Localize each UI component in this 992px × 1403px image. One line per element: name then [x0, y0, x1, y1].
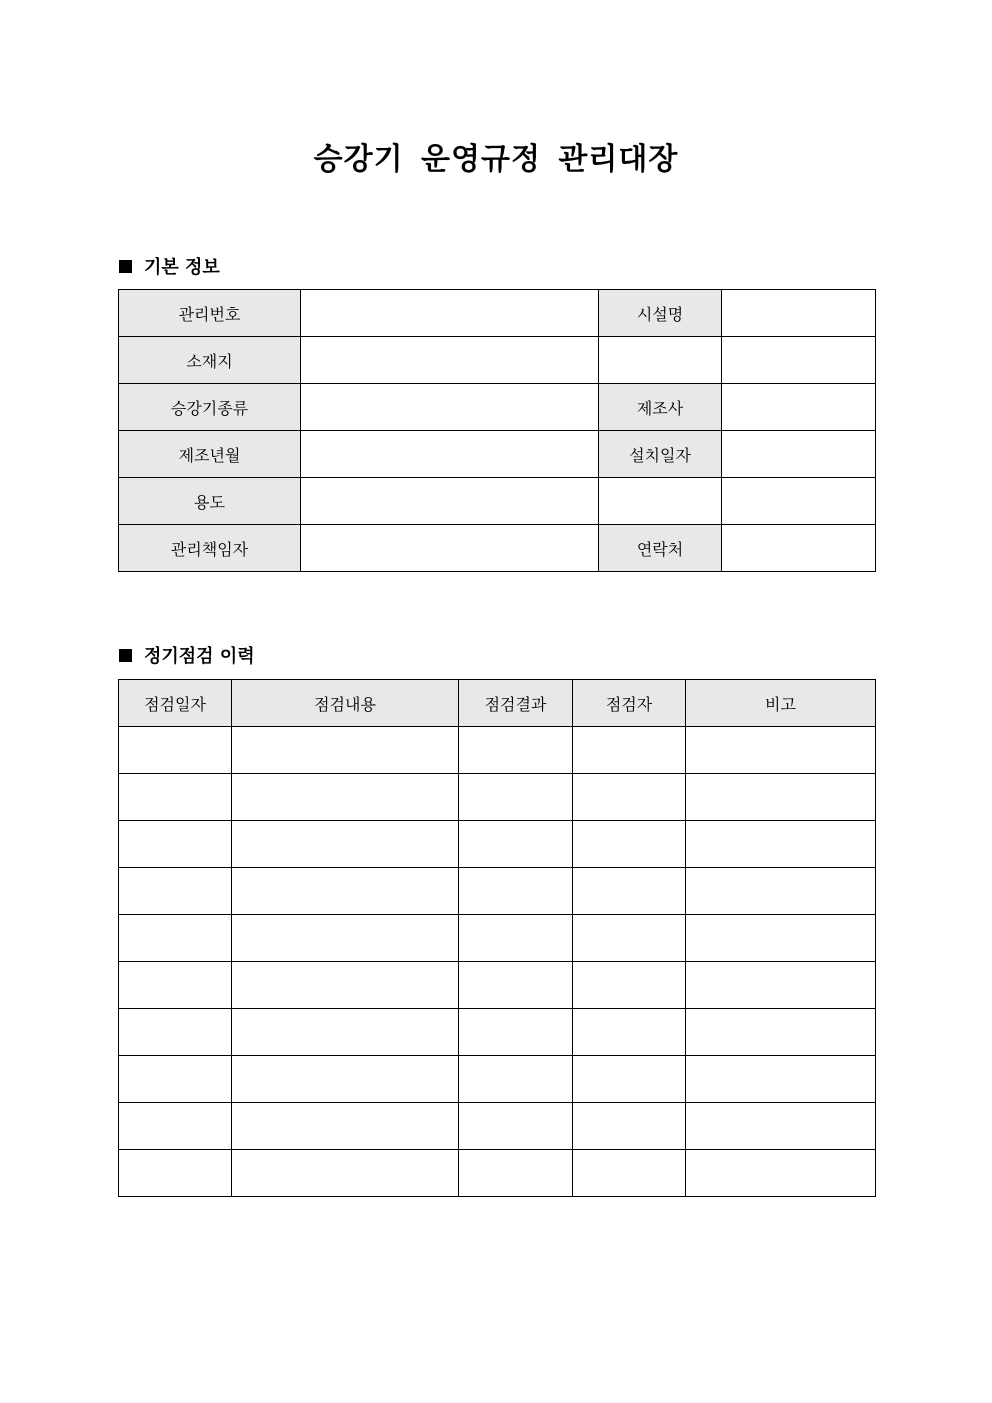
label-cell: 시설명 [599, 290, 722, 337]
entry-cell[interactable] [686, 915, 876, 962]
entry-cell[interactable] [232, 1056, 459, 1103]
table-row [119, 1056, 876, 1103]
table-row [119, 962, 876, 1009]
entry-cell[interactable] [119, 727, 232, 774]
value-cell[interactable] [722, 337, 876, 384]
column-header: 점검내용 [232, 680, 459, 727]
entry-cell[interactable] [459, 1103, 573, 1150]
basic-info-heading: 기본 정보 [144, 257, 220, 278]
table-row [119, 290, 876, 337]
entry-cell[interactable] [232, 1103, 459, 1150]
entry-cell[interactable] [232, 915, 459, 962]
entry-cell[interactable] [459, 868, 573, 915]
entry-cell[interactable] [232, 1009, 459, 1056]
value-cell[interactable] [301, 525, 599, 572]
table-row [119, 821, 876, 868]
label-cell: 제조년월 [119, 431, 301, 478]
entry-cell[interactable] [119, 774, 232, 821]
entry-cell[interactable] [686, 1056, 876, 1103]
table-row [119, 1150, 876, 1197]
value-cell[interactable] [722, 525, 876, 572]
entry-cell[interactable] [459, 962, 573, 1009]
label-cell: 설치일자 [599, 431, 722, 478]
entry-cell[interactable] [573, 915, 686, 962]
entry-cell[interactable] [573, 1056, 686, 1103]
entry-cell[interactable] [573, 727, 686, 774]
table-row [119, 384, 876, 431]
entry-cell[interactable] [119, 1150, 232, 1197]
table-row [119, 774, 876, 821]
table-row [119, 525, 876, 572]
label-cell: 승강기종류 [119, 384, 301, 431]
entry-cell[interactable] [459, 1056, 573, 1103]
entry-cell[interactable] [119, 915, 232, 962]
entry-cell[interactable] [573, 774, 686, 821]
inspection-section-label [119, 642, 255, 668]
table-row [119, 868, 876, 915]
value-cell[interactable] [599, 337, 722, 384]
entry-cell[interactable] [232, 962, 459, 1009]
inspection-heading: 정기점검 이력 [144, 646, 255, 667]
entry-cell[interactable] [573, 868, 686, 915]
value-cell[interactable] [599, 478, 722, 525]
table-row [119, 478, 876, 525]
table-row [119, 915, 876, 962]
entry-cell[interactable] [686, 774, 876, 821]
entry-cell[interactable] [459, 727, 573, 774]
entry-cell[interactable] [232, 1150, 459, 1197]
basic-info-section-label [119, 253, 220, 279]
table-row [119, 727, 876, 774]
entry-cell[interactable] [686, 1009, 876, 1056]
entry-cell[interactable] [119, 1056, 232, 1103]
entry-cell[interactable] [686, 868, 876, 915]
entry-cell[interactable] [573, 1150, 686, 1197]
entry-cell[interactable] [119, 868, 232, 915]
label-cell: 소재지 [119, 337, 301, 384]
value-cell[interactable] [301, 384, 599, 431]
value-cell[interactable] [722, 431, 876, 478]
entry-cell[interactable] [686, 962, 876, 1009]
column-header: 비고 [686, 680, 876, 727]
table-row [119, 431, 876, 478]
entry-cell[interactable] [232, 868, 459, 915]
label-cell: 연락처 [599, 525, 722, 572]
column-header: 점검결과 [459, 680, 573, 727]
entry-cell[interactable] [573, 1009, 686, 1056]
value-cell[interactable] [722, 384, 876, 431]
value-cell[interactable] [301, 337, 599, 384]
header-row [119, 680, 876, 727]
table-row [119, 1009, 876, 1056]
value-cell[interactable] [301, 431, 599, 478]
entry-cell[interactable] [459, 1150, 573, 1197]
entry-cell[interactable] [119, 1103, 232, 1150]
table-row [119, 1103, 876, 1150]
label-cell: 관리번호 [119, 290, 301, 337]
value-cell[interactable] [722, 478, 876, 525]
entry-cell[interactable] [119, 962, 232, 1009]
square-bullet-icon [119, 649, 132, 662]
entry-cell[interactable] [686, 1103, 876, 1150]
entry-cell[interactable] [232, 821, 459, 868]
value-cell[interactable] [722, 290, 876, 337]
column-header: 점검자 [573, 680, 686, 727]
inspection-history-table [118, 679, 876, 1197]
page-title: 승강기 운영규정 관리대장 [313, 142, 679, 177]
value-cell[interactable] [301, 290, 599, 337]
column-header: 점검일자 [119, 680, 232, 727]
label-cell: 제조사 [599, 384, 722, 431]
entry-cell[interactable] [459, 1009, 573, 1056]
value-cell[interactable] [301, 478, 599, 525]
entry-cell[interactable] [686, 1150, 876, 1197]
entry-cell[interactable] [686, 821, 876, 868]
entry-cell[interactable] [119, 1009, 232, 1056]
entry-cell[interactable] [459, 774, 573, 821]
entry-cell[interactable] [573, 821, 686, 868]
entry-cell[interactable] [573, 1103, 686, 1150]
entry-cell[interactable] [459, 821, 573, 868]
entry-cell[interactable] [459, 915, 573, 962]
label-cell: 용도 [119, 478, 301, 525]
entry-cell[interactable] [686, 727, 876, 774]
entry-cell[interactable] [232, 727, 459, 774]
entry-cell[interactable] [573, 962, 686, 1009]
table-row [119, 337, 876, 384]
label-cell: 관리책임자 [119, 525, 301, 572]
entry-cell[interactable] [232, 774, 459, 821]
square-bullet-icon [119, 260, 132, 273]
entry-cell[interactable] [119, 821, 232, 868]
basic-info-table [118, 289, 876, 572]
